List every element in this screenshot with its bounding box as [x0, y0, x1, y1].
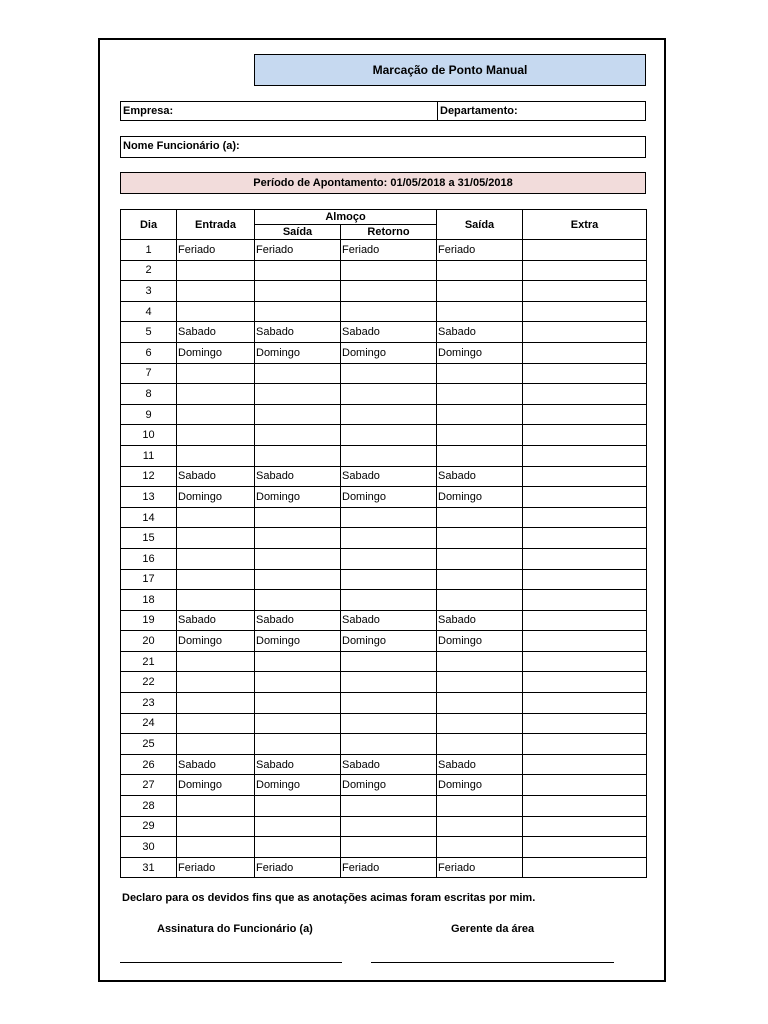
- cell-almoco-retorno[interactable]: [341, 528, 437, 549]
- table-row: [121, 240, 647, 261]
- cell-entrada[interactable]: [177, 425, 255, 446]
- cell-saida[interactable]: [437, 590, 523, 611]
- cell-dia: 12: [121, 466, 177, 487]
- table-row: [121, 569, 647, 590]
- cell-saida[interactable]: Sabado: [437, 754, 523, 775]
- table-row: [121, 281, 647, 302]
- cell-almoco-retorno[interactable]: [341, 425, 437, 446]
- table-row: [121, 713, 647, 734]
- cell-extra[interactable]: [523, 569, 647, 590]
- cell-extra[interactable]: [523, 301, 647, 322]
- cell-saida[interactable]: [437, 425, 523, 446]
- table-row: [121, 693, 647, 714]
- cell-almoco-retorno[interactable]: [341, 404, 437, 425]
- cell-dia: 30: [121, 837, 177, 858]
- cell-almoco-retorno[interactable]: [341, 548, 437, 569]
- cell-dia: 24: [121, 713, 177, 734]
- cell-dia: 20: [121, 631, 177, 652]
- header-almoco: Almoço: [255, 210, 437, 225]
- cell-entrada[interactable]: [177, 590, 255, 611]
- cell-saida[interactable]: Domingo: [437, 631, 523, 652]
- cell-almoco-retorno[interactable]: [341, 384, 437, 405]
- cell-almoco-saida[interactable]: [255, 528, 341, 549]
- cell-almoco-saida[interactable]: Domingo: [255, 631, 341, 652]
- table-row: [121, 837, 647, 858]
- cell-almoco-retorno[interactable]: [341, 816, 437, 837]
- cell-almoco-saida[interactable]: [255, 672, 341, 693]
- cell-extra[interactable]: [523, 672, 647, 693]
- cell-almoco-saida[interactable]: Sabado: [255, 466, 341, 487]
- table-row: [121, 384, 647, 405]
- table-row: [121, 775, 647, 796]
- cell-almoco-retorno[interactable]: [341, 507, 437, 528]
- cell-almoco-retorno[interactable]: [341, 713, 437, 734]
- cell-saida[interactable]: Sabado: [437, 610, 523, 631]
- cell-extra[interactable]: [523, 466, 647, 487]
- cell-almoco-saida[interactable]: [255, 816, 341, 837]
- cell-extra[interactable]: [523, 281, 647, 302]
- cell-almoco-retorno[interactable]: Domingo: [341, 775, 437, 796]
- timesheet-rows: [121, 240, 647, 878]
- cell-almoco-retorno[interactable]: [341, 672, 437, 693]
- header-extra: Extra: [523, 210, 647, 240]
- cell-dia: 22: [121, 672, 177, 693]
- cell-dia: 27: [121, 775, 177, 796]
- cell-dia: 6: [121, 342, 177, 363]
- cell-entrada[interactable]: Domingo: [177, 487, 255, 508]
- cell-entrada[interactable]: [177, 713, 255, 734]
- cell-extra[interactable]: [523, 610, 647, 631]
- cell-almoco-saida[interactable]: Sabado: [255, 322, 341, 343]
- table-row: [121, 404, 647, 425]
- cell-dia: 11: [121, 445, 177, 466]
- cell-extra[interactable]: [523, 260, 647, 281]
- cell-dia: 25: [121, 734, 177, 755]
- cell-almoco-retorno[interactable]: Feriado: [341, 240, 437, 261]
- nome-funcionario-field[interactable]: [120, 136, 646, 158]
- cell-entrada[interactable]: [177, 796, 255, 817]
- cell-almoco-retorno[interactable]: [341, 260, 437, 281]
- cell-dia: 2: [121, 260, 177, 281]
- cell-saida[interactable]: [437, 837, 523, 858]
- cell-extra[interactable]: [523, 796, 647, 817]
- cell-dia: 21: [121, 651, 177, 672]
- cell-saida[interactable]: Domingo: [437, 775, 523, 796]
- cell-saida[interactable]: [437, 260, 523, 281]
- cell-almoco-retorno[interactable]: Domingo: [341, 487, 437, 508]
- cell-almoco-retorno[interactable]: [341, 837, 437, 858]
- cell-entrada[interactable]: Feriado: [177, 857, 255, 878]
- cell-almoco-saida[interactable]: [255, 796, 341, 817]
- cell-saida[interactable]: [437, 445, 523, 466]
- cell-saida[interactable]: Sabado: [437, 322, 523, 343]
- cell-almoco-retorno[interactable]: [341, 569, 437, 590]
- cell-saida[interactable]: [437, 816, 523, 837]
- cell-extra[interactable]: [523, 404, 647, 425]
- cell-saida[interactable]: Domingo: [437, 487, 523, 508]
- cell-almoco-saida[interactable]: [255, 693, 341, 714]
- cell-almoco-retorno[interactable]: Sabado: [341, 466, 437, 487]
- cell-entrada[interactable]: Feriado: [177, 240, 255, 261]
- cell-saida[interactable]: [437, 569, 523, 590]
- cell-extra[interactable]: [523, 857, 647, 878]
- cell-almoco-saida[interactable]: Domingo: [255, 775, 341, 796]
- cell-dia: 16: [121, 548, 177, 569]
- departamento-label: Departamento:: [440, 105, 518, 117]
- cell-almoco-retorno[interactable]: Domingo: [341, 631, 437, 652]
- cell-dia: 15: [121, 528, 177, 549]
- cell-almoco-retorno[interactable]: [341, 363, 437, 384]
- cell-dia: 23: [121, 693, 177, 714]
- table-row: [121, 816, 647, 837]
- cell-extra[interactable]: [523, 590, 647, 611]
- cell-almoco-retorno[interactable]: [341, 445, 437, 466]
- table-row: [121, 754, 647, 775]
- table-row: [121, 322, 647, 343]
- cell-saida[interactable]: [437, 734, 523, 755]
- cell-extra[interactable]: [523, 754, 647, 775]
- cell-almoco-saida[interactable]: [255, 260, 341, 281]
- cell-entrada[interactable]: [177, 301, 255, 322]
- table-row: [121, 425, 647, 446]
- cell-almoco-saida[interactable]: Sabado: [255, 754, 341, 775]
- table-row: [121, 507, 647, 528]
- cell-entrada[interactable]: [177, 816, 255, 837]
- cell-saida[interactable]: [437, 651, 523, 672]
- table-row: [121, 301, 647, 322]
- cell-saida[interactable]: Domingo: [437, 342, 523, 363]
- cell-entrada[interactable]: Domingo: [177, 775, 255, 796]
- cell-extra[interactable]: [523, 445, 647, 466]
- cell-saida[interactable]: [437, 301, 523, 322]
- cell-extra[interactable]: [523, 734, 647, 755]
- table-row: [121, 672, 647, 693]
- cell-entrada[interactable]: [177, 507, 255, 528]
- header-saida: Saída: [437, 210, 523, 240]
- cell-almoco-retorno[interactable]: [341, 796, 437, 817]
- employee-signature-line[interactable]: [120, 962, 342, 963]
- period-banner: Período de Apontamento: 01/05/2018 a 31/05/2018: [120, 172, 646, 194]
- cell-entrada[interactable]: Sabado: [177, 322, 255, 343]
- cell-extra[interactable]: [523, 528, 647, 549]
- table-row: [121, 734, 647, 755]
- cell-almoco-saida[interactable]: [255, 507, 341, 528]
- cell-entrada[interactable]: [177, 548, 255, 569]
- table-row: [121, 590, 647, 611]
- manager-signature-line[interactable]: [371, 962, 614, 963]
- cell-almoco-retorno[interactable]: [341, 281, 437, 302]
- empresa-field[interactable]: [120, 101, 438, 121]
- cell-extra[interactable]: [523, 363, 647, 384]
- cell-almoco-retorno[interactable]: Sabado: [341, 322, 437, 343]
- cell-dia: 3: [121, 281, 177, 302]
- cell-dia: 31: [121, 857, 177, 878]
- cell-almoco-saida[interactable]: [255, 363, 341, 384]
- table-row: [121, 857, 647, 878]
- cell-extra[interactable]: [523, 425, 647, 446]
- cell-entrada[interactable]: [177, 260, 255, 281]
- table-row: [121, 445, 647, 466]
- cell-saida[interactable]: [437, 404, 523, 425]
- header-almoco-retorno: Retorno: [341, 225, 437, 240]
- cell-saida[interactable]: [437, 384, 523, 405]
- cell-extra[interactable]: [523, 651, 647, 672]
- cell-extra[interactable]: [523, 837, 647, 858]
- cell-extra[interactable]: [523, 487, 647, 508]
- cell-entrada[interactable]: Domingo: [177, 342, 255, 363]
- table-row: [121, 548, 647, 569]
- cell-dia: 26: [121, 754, 177, 775]
- cell-saida[interactable]: Sabado: [437, 466, 523, 487]
- cell-almoco-saida[interactable]: Feriado: [255, 857, 341, 878]
- cell-almoco-saida[interactable]: Domingo: [255, 487, 341, 508]
- cell-almoco-saida[interactable]: [255, 384, 341, 405]
- cell-almoco-retorno[interactable]: Feriado: [341, 857, 437, 878]
- empresa-label: Empresa:: [123, 105, 174, 117]
- cell-saida[interactable]: [437, 281, 523, 302]
- cell-extra[interactable]: [523, 322, 647, 343]
- cell-almoco-saida[interactable]: [255, 651, 341, 672]
- cell-entrada[interactable]: [177, 569, 255, 590]
- cell-almoco-retorno[interactable]: [341, 651, 437, 672]
- table-row: [121, 651, 647, 672]
- cell-dia: 18: [121, 590, 177, 611]
- cell-extra[interactable]: [523, 775, 647, 796]
- header-almoco-saida: Saída: [255, 225, 341, 240]
- employee-signature-label: Assinatura do Funcionário (a): [157, 923, 313, 935]
- cell-almoco-saida[interactable]: [255, 837, 341, 858]
- cell-almoco-saida[interactable]: [255, 281, 341, 302]
- cell-entrada[interactable]: [177, 281, 255, 302]
- table-row: [121, 528, 647, 549]
- nome-funcionario-label: Nome Funcionário (a):: [123, 140, 240, 152]
- header-entrada: Entrada: [177, 210, 255, 240]
- cell-extra[interactable]: [523, 240, 647, 261]
- manager-signature-label: Gerente da área: [451, 923, 535, 935]
- cell-dia: 17: [121, 569, 177, 590]
- cell-almoco-saida[interactable]: [255, 548, 341, 569]
- cell-dia: 9: [121, 404, 177, 425]
- cell-saida[interactable]: [437, 548, 523, 569]
- cell-dia: 8: [121, 384, 177, 405]
- table-row: [121, 260, 647, 281]
- cell-saida[interactable]: [437, 363, 523, 384]
- cell-dia: 28: [121, 796, 177, 817]
- cell-entrada[interactable]: [177, 404, 255, 425]
- cell-extra[interactable]: [523, 507, 647, 528]
- cell-dia: 19: [121, 610, 177, 631]
- cell-entrada[interactable]: [177, 693, 255, 714]
- cell-almoco-retorno[interactable]: [341, 590, 437, 611]
- cell-extra[interactable]: [523, 548, 647, 569]
- cell-dia: 5: [121, 322, 177, 343]
- timesheet-table: [120, 209, 647, 878]
- cell-almoco-retorno[interactable]: Domingo: [341, 342, 437, 363]
- form-title: Marcação de Ponto Manual: [254, 54, 646, 86]
- cell-extra[interactable]: [523, 384, 647, 405]
- cell-almoco-saida[interactable]: [255, 425, 341, 446]
- cell-entrada[interactable]: [177, 445, 255, 466]
- cell-dia: 14: [121, 507, 177, 528]
- cell-extra[interactable]: [523, 816, 647, 837]
- cell-entrada[interactable]: [177, 384, 255, 405]
- cell-extra[interactable]: [523, 342, 647, 363]
- cell-saida[interactable]: [437, 693, 523, 714]
- cell-almoco-saida[interactable]: Feriado: [255, 240, 341, 261]
- cell-almoco-saida[interactable]: [255, 590, 341, 611]
- cell-almoco-saida[interactable]: Sabado: [255, 610, 341, 631]
- cell-entrada[interactable]: [177, 528, 255, 549]
- cell-saida[interactable]: Feriado: [437, 240, 523, 261]
- cell-entrada[interactable]: [177, 651, 255, 672]
- cell-almoco-saida[interactable]: [255, 569, 341, 590]
- cell-entrada[interactable]: [177, 837, 255, 858]
- table-row: [121, 610, 647, 631]
- cell-entrada[interactable]: Sabado: [177, 754, 255, 775]
- cell-saida[interactable]: [437, 796, 523, 817]
- cell-almoco-retorno[interactable]: [341, 301, 437, 322]
- header-dia: Dia: [121, 210, 177, 240]
- cell-extra[interactable]: [523, 713, 647, 734]
- table-row: [121, 796, 647, 817]
- cell-dia: 7: [121, 363, 177, 384]
- cell-dia: 1: [121, 240, 177, 261]
- cell-almoco-saida[interactable]: [255, 404, 341, 425]
- cell-saida[interactable]: Feriado: [437, 857, 523, 878]
- cell-entrada[interactable]: [177, 363, 255, 384]
- table-row: [121, 487, 647, 508]
- table-row: [121, 342, 647, 363]
- cell-extra[interactable]: [523, 693, 647, 714]
- cell-almoco-retorno[interactable]: [341, 734, 437, 755]
- cell-entrada[interactable]: [177, 672, 255, 693]
- cell-entrada[interactable]: [177, 734, 255, 755]
- cell-saida[interactable]: [437, 528, 523, 549]
- cell-entrada[interactable]: Domingo: [177, 631, 255, 652]
- departamento-field[interactable]: [437, 101, 646, 121]
- cell-saida[interactable]: [437, 672, 523, 693]
- cell-almoco-saida[interactable]: [255, 301, 341, 322]
- cell-almoco-saida[interactable]: [255, 713, 341, 734]
- cell-almoco-saida[interactable]: [255, 445, 341, 466]
- cell-extra[interactable]: [523, 631, 647, 652]
- table-row: [121, 466, 647, 487]
- cell-entrada[interactable]: Sabado: [177, 466, 255, 487]
- cell-saida[interactable]: [437, 507, 523, 528]
- cell-almoco-saida[interactable]: Domingo: [255, 342, 341, 363]
- cell-almoco-retorno[interactable]: [341, 693, 437, 714]
- cell-dia: 13: [121, 487, 177, 508]
- cell-almoco-retorno[interactable]: Sabado: [341, 610, 437, 631]
- table-row: [121, 631, 647, 652]
- cell-almoco-saida[interactable]: [255, 734, 341, 755]
- table-row: [121, 363, 647, 384]
- cell-dia: 10: [121, 425, 177, 446]
- cell-entrada[interactable]: Sabado: [177, 610, 255, 631]
- cell-dia: 29: [121, 816, 177, 837]
- cell-almoco-retorno[interactable]: Sabado: [341, 754, 437, 775]
- declaration-text: Declaro para os devidos fins que as anotações acimas foram escritas por mim.: [122, 892, 536, 904]
- cell-saida[interactable]: [437, 713, 523, 734]
- cell-dia: 4: [121, 301, 177, 322]
